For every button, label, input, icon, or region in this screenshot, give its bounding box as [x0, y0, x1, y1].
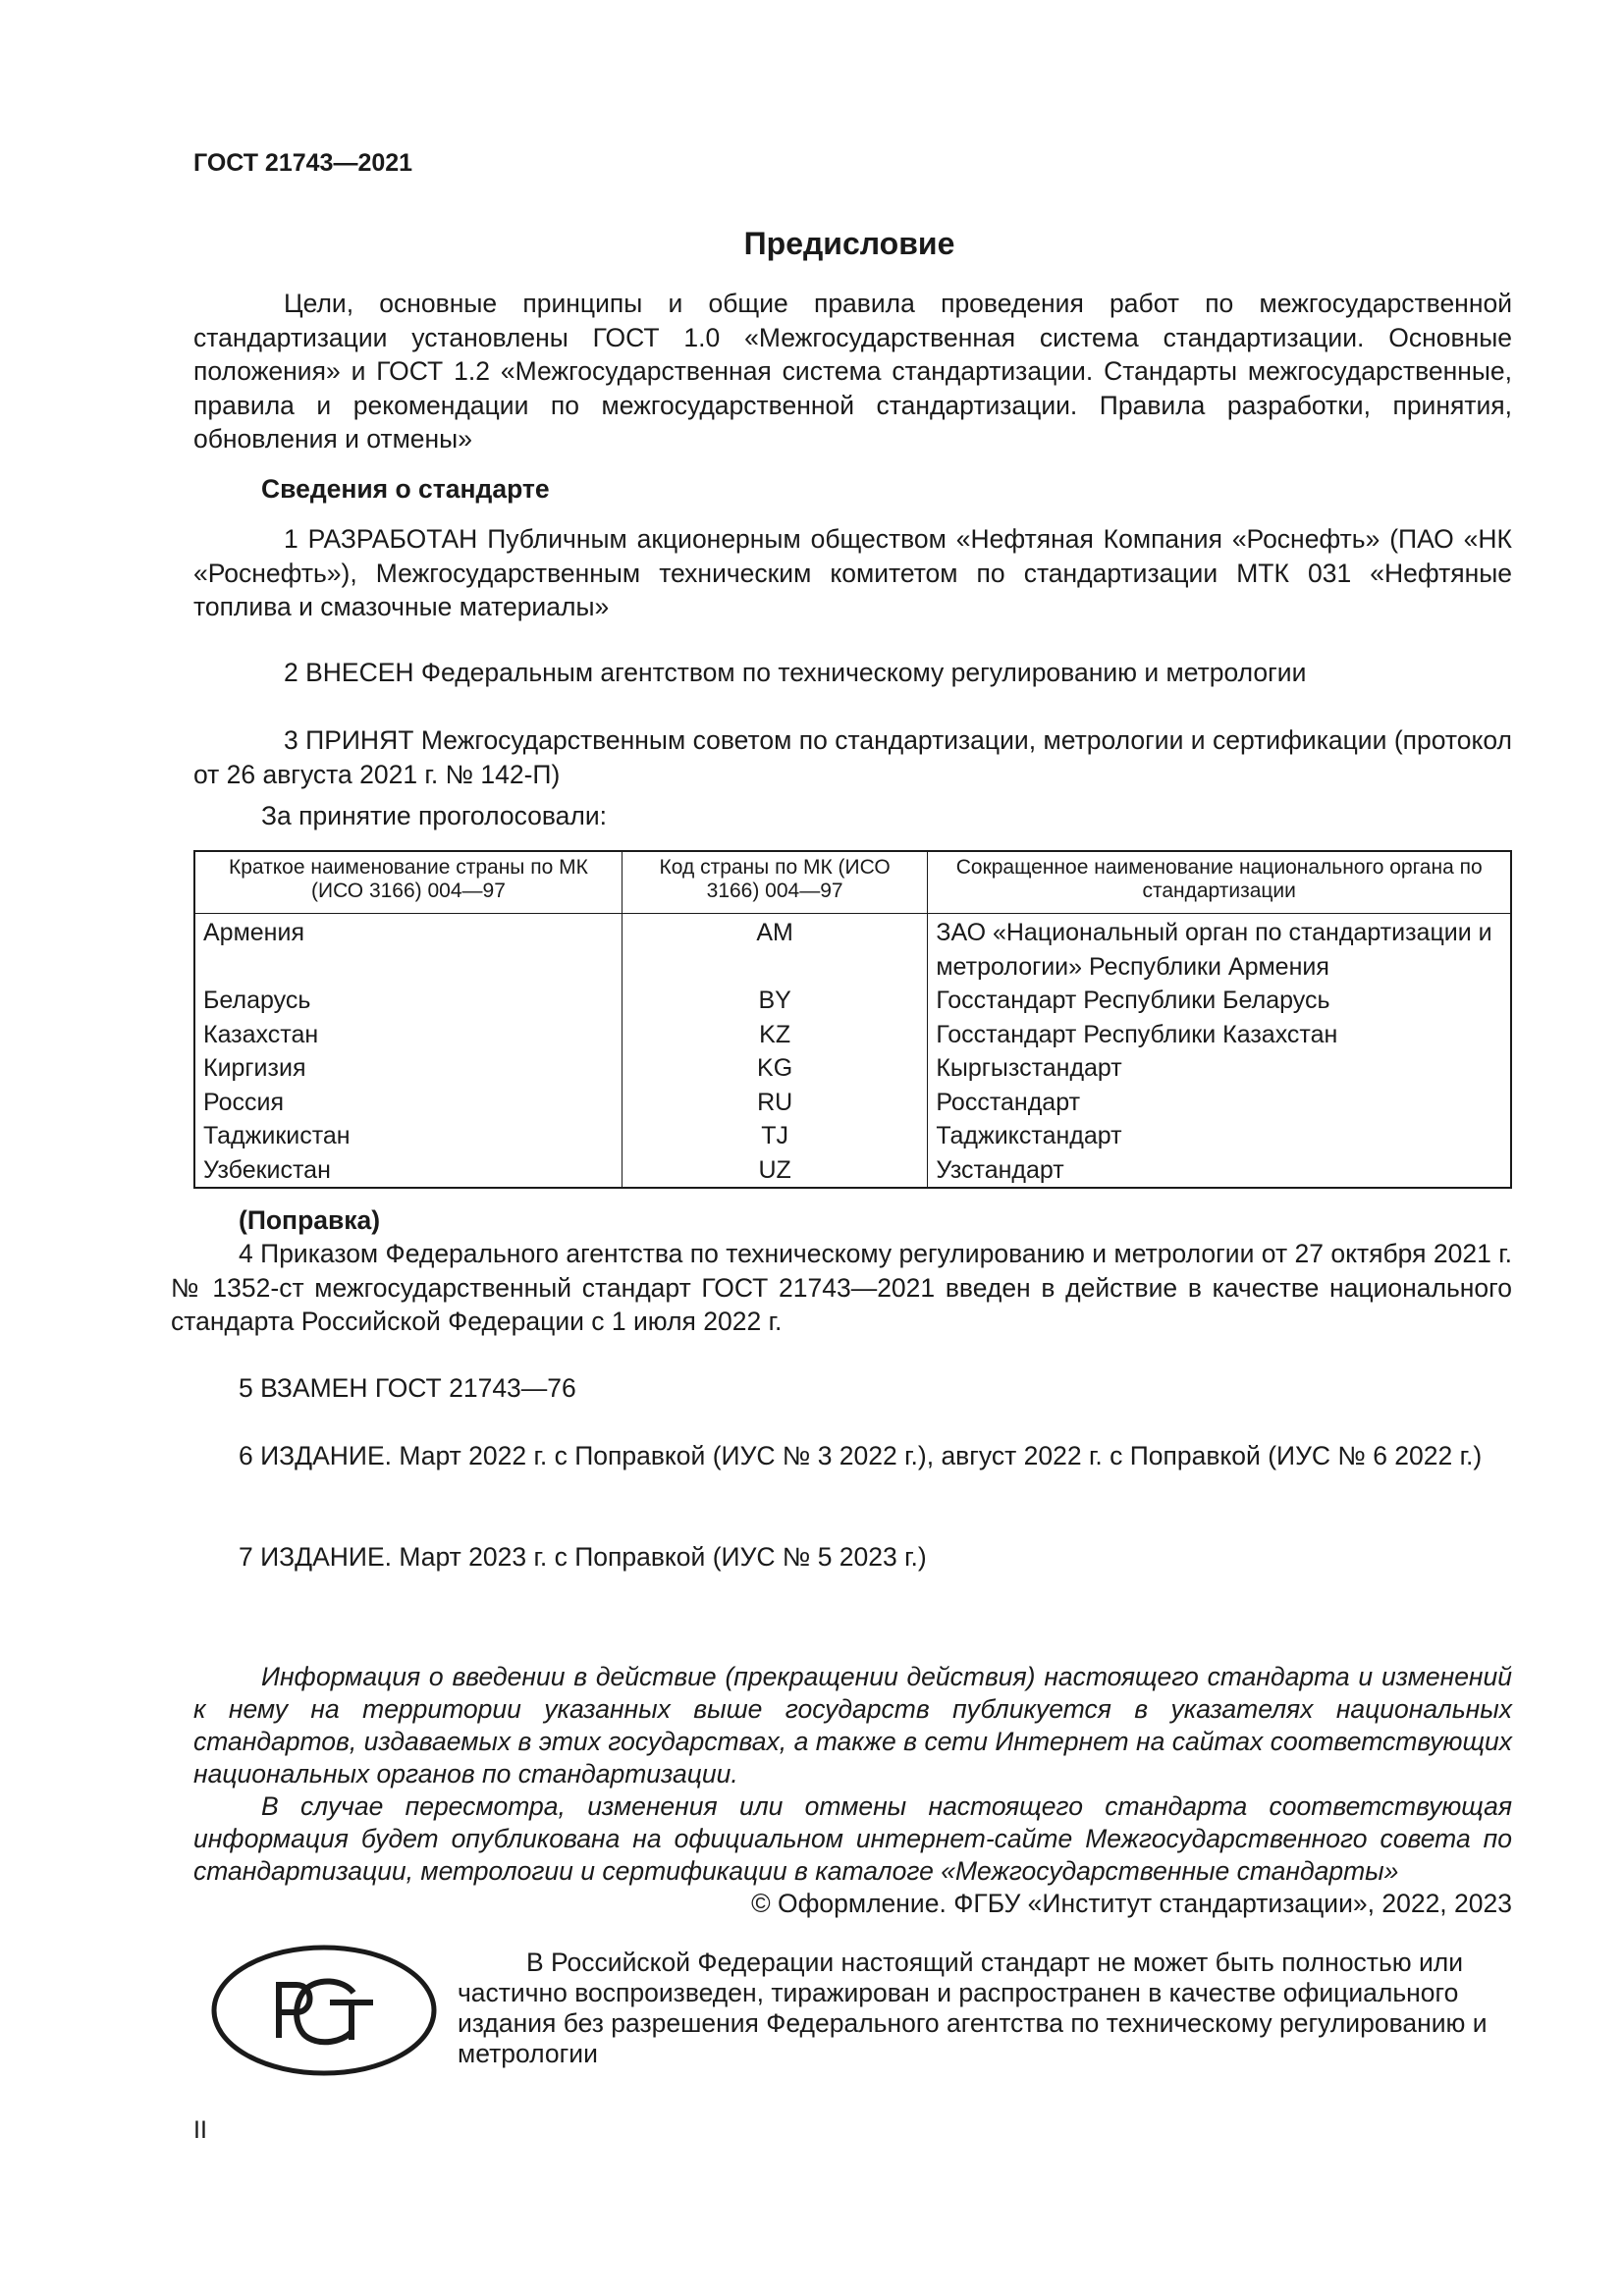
code-cell: TJ [622, 1119, 927, 1153]
country-cell: Казахстан [194, 1018, 622, 1052]
table-row [194, 1018, 1511, 1052]
body-cell: Таджикстандарт [928, 1119, 1511, 1153]
amendment-label: (Поправка) [239, 1205, 381, 1235]
table-row [194, 984, 1511, 1018]
country-cell: Беларусь [194, 984, 622, 1018]
table-row [194, 1119, 1511, 1153]
item-edition-2022: 6 ИЗДАНИЕ. Март 2022 г. с Поправкой (ИУС № 3 2022 г.), август 2022 г. с Поправкой (ИУС № 6 2022 г.) [239, 1441, 1483, 1470]
document-header: ГОСТ 21743—2021 [193, 149, 413, 177]
voted-label: За принятие проголосовали: [261, 801, 608, 830]
item-edition-2023: 7 ИЗДАНИЕ. Март 2023 г. с Поправкой (ИУС № 5 2023 г.) [239, 1542, 927, 1572]
body-cell: ЗАО «Национальный орган по стандартизации и метрологии» Республики Армения [928, 914, 1511, 985]
table-row [194, 914, 1511, 985]
table-header-row [194, 851, 1511, 914]
item-enacted: 4 Приказом Федерального агентства по техническому регулированию и метрологии от 27 октября 2021 г. № 1352-ст межгосударственный стандарт ГОСТ 21743—2021 введен в действие в качестве национального стандарта Российской Федерации с 1 июля 2022 г. [171, 1239, 1512, 1336]
rst-logo-icon [206, 1940, 442, 2081]
country-cell: Таджикистан [194, 1119, 622, 1153]
code-cell: BY [622, 984, 927, 1018]
body-cell: Госстандарт Республики Беларусь [928, 984, 1511, 1018]
revision-paragraph: В случае пересмотра, изменения или отмены настоящего стандарта соответствующая информация будет опубликована на официальном интернет-сайте Межгосударственного совета по стандартизации, метрологии и сертификации в каталоге «Межгосударственные стандарты» [193, 1791, 1512, 1886]
body-cell: Кыргызстандарт [928, 1051, 1511, 1086]
code-cell: UZ [622, 1153, 927, 1189]
page-title: Предисловие [743, 226, 955, 261]
table-row [194, 1086, 1511, 1120]
standard-info-heading: Сведения о стандарте [261, 474, 550, 504]
body-cell: Госстандарт Республики Казахстан [928, 1018, 1511, 1052]
code-cell: RU [622, 1086, 927, 1120]
column-header-code: Код страны по МК (ИСО 3166) 004—97 [622, 851, 927, 914]
body-cell: Росстандарт [928, 1086, 1511, 1120]
page-number: II [193, 2116, 207, 2144]
rst-logo [206, 1940, 442, 2081]
column-header-body: Сокращенное наименование национального органа по стандартизации [928, 851, 1511, 914]
column-header-country: Краткое наименование страны по МК (ИСО 3166) 004—97 [194, 851, 622, 914]
table-row [194, 1051, 1511, 1086]
item-adopted: 3 ПРИНЯТ Межгосударственным советом по стандартизации, метрологии и сертификации (протокол от 26 августа 2021 г. № 142-П) [193, 725, 1512, 789]
body-cell: Узстандарт [928, 1153, 1511, 1189]
code-cell: KG [622, 1051, 927, 1086]
item-introduced: 2 ВНЕСЕН Федеральным агентством по техническому регулированию и метрологии [284, 658, 1307, 687]
item-developed: 1 РАЗРАБОТАН Публичным акционерным обществом «Нефтяная Компания «Роснефть» (ПАО «НК «Роснефть»), Межгосударственным техническим комитетом по стандартизации МТК 031 «Нефтяные топлива и смазочные материалы» [193, 524, 1512, 621]
item-replaces: 5 ВЗАМЕН ГОСТ 21743—76 [239, 1373, 576, 1403]
country-cell: Россия [194, 1086, 622, 1120]
code-cell: KZ [622, 1018, 927, 1052]
intro-paragraph: Цели, основные принципы и общие правила проведения работ по межгосударственной стандартизации установлены ГОСТ 1.0 «Межгосударственная система стандартизации. Основные положения» и ГОСТ 1.2 «Межгосударственная система стандартизации. Стандарты межгосударственные, правила и рекомендации по межгосударственной стандартизации. Правила разработки, принятия, обновления и отмены» [193, 289, 1512, 454]
info-paragraph: Информация о введении в действие (прекращении действия) настоящего стандарта и изменений к нему на территории указанных выше государств публикуется в указателях национальных стандартов, издаваемых в этих государствах, а также в сети Интернет на сайтах соответствующих национальных органов по стандартизации. [193, 1662, 1512, 1789]
code-cell: AM [622, 914, 927, 985]
copyright-line: © Оформление. ФГБУ «Институт стандартизации», 2022, 2023 [751, 1889, 1512, 1918]
table-row [194, 1153, 1511, 1189]
country-cell: Киргизия [194, 1051, 622, 1086]
country-cell: Армения [194, 914, 622, 985]
voting-table [193, 850, 1512, 1189]
country-cell: Узбекистан [194, 1153, 622, 1189]
rights-paragraph: В Российской Федерации настоящий стандарт не может быть полностью или частично воспроизведен, тиражирован и распространен в качестве официального издания без разрешения Федерального агентства по техническому регулированию и метрологии [458, 1948, 1488, 2068]
